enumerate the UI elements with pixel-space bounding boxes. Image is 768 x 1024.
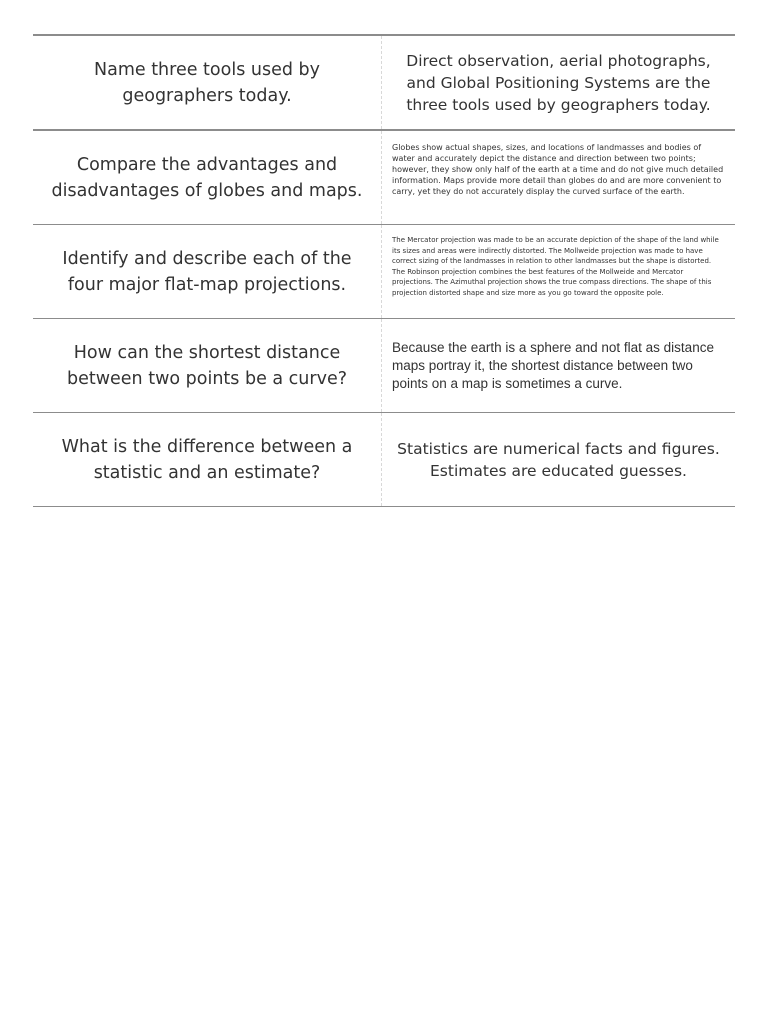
question-text: What is the difference between a statistic and an estimate? bbox=[61, 436, 353, 483]
answer-text: Because the earth is a sphere and not flat as distance maps portray it, the shortest distance between two points on a map is sometimes a curve. bbox=[392, 340, 714, 391]
card-question bbox=[33, 319, 382, 412]
answer-text: Statistics are numerical facts and figures. Estimates are educated guesses. bbox=[397, 439, 720, 480]
flashcard-row bbox=[33, 131, 735, 225]
card-answer bbox=[382, 131, 735, 224]
answer-text: Globes show actual shapes, sizes, and locations of landmasses and bodies of water and accurately depict the distance and direction between two points; however, they show only half of the earth at a time and do not give much detailed information. Maps provide more detail than globes do and are more convenient to carry, yet they do not accurately display the curved surface of the earth. bbox=[392, 143, 724, 196]
flashcard-sheet bbox=[33, 34, 735, 507]
card-answer bbox=[382, 225, 735, 318]
card-answer bbox=[382, 36, 735, 129]
flashcard-row bbox=[33, 225, 735, 319]
card-question bbox=[33, 36, 382, 129]
card-question bbox=[33, 131, 382, 224]
flashcard-row bbox=[33, 319, 735, 413]
flashcard-row bbox=[33, 36, 735, 131]
card-question bbox=[33, 413, 382, 506]
answer-text: The Mercator projection was made to be an accurate depiction of the shape of the land while its sizes and areas were indirectly distorted. The Mollweide projection was made to have correct sizing of the landmasses in relation to other landmasses but the shape is distorted. The Robinson projection combines the best features of the Mollweide and Mercator projections. The Azimuthal projection shows the true compass directions. The shape of this projection distorted shape and size more as you go toward the opposite pole. bbox=[392, 236, 719, 297]
question-text: Identify and describe each of the four major flat-map projections. bbox=[62, 248, 352, 295]
card-answer bbox=[382, 319, 735, 412]
answer-text: Direct observation, aerial photographs, and Global Positioning Systems are the three tools used by geographers today. bbox=[406, 51, 711, 114]
card-question bbox=[33, 225, 382, 318]
question-text: How can the shortest distance between two points be a curve? bbox=[66, 342, 348, 389]
flashcard-row bbox=[33, 413, 735, 507]
question-text: Compare the advantages and disadvantages of globes and maps. bbox=[51, 154, 363, 201]
question-text: Name three tools used by geographers today. bbox=[94, 59, 320, 106]
card-answer bbox=[382, 413, 735, 506]
